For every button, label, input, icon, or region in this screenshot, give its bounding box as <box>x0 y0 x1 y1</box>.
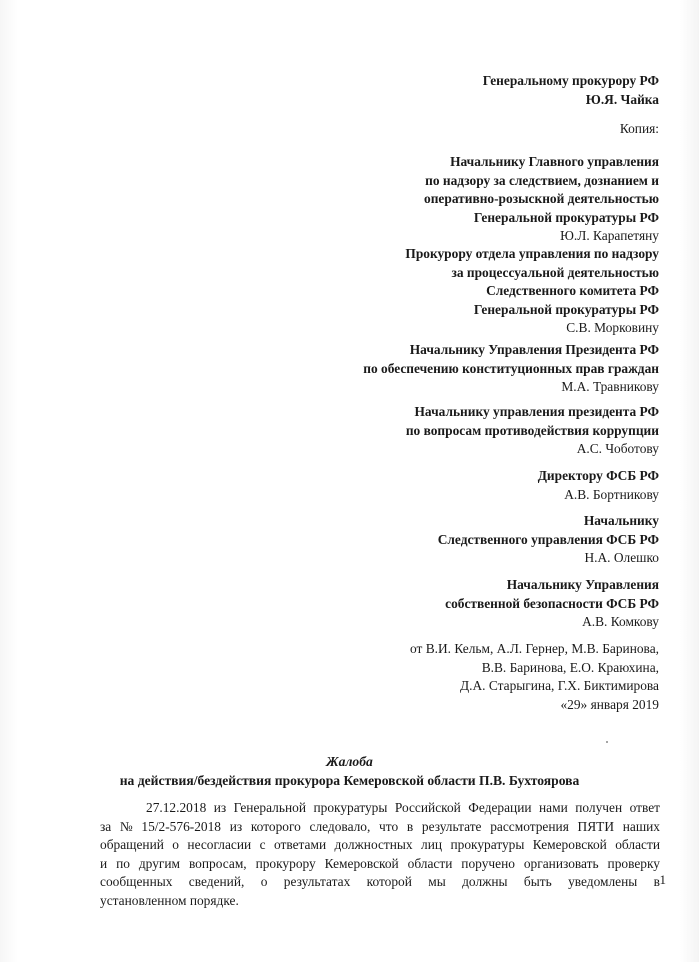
document-date: «29» января 2019 <box>560 696 659 712</box>
senders-block <box>410 640 659 714</box>
addressee-line: Следственного комитета РФ <box>486 283 659 298</box>
addressee-line: за процессуальной деятельностью <box>451 264 659 280</box>
body-line: установленном порядке. <box>100 892 239 908</box>
addressee-line: Директору ФСБ РФ <box>537 468 659 483</box>
addressee-prosecutor-general <box>483 72 659 109</box>
addressee-line: Н.А. Олешко <box>584 550 659 565</box>
addressee-presidential-administration <box>363 341 659 397</box>
addressee-line: М.А. Травникову <box>561 379 659 394</box>
complaint-body <box>100 799 660 911</box>
copy-label <box>620 120 659 139</box>
sender-line: В.В. Баринова, Е.О. Краюхина, <box>481 659 659 675</box>
addressee-line: Генеральной прокуратуры РФ <box>473 209 659 225</box>
sender-line: Д.А. Старыгина, Г.Х. Биктимирова <box>460 678 659 693</box>
addressee-line: Генеральному прокурору РФ <box>482 73 659 88</box>
addressee-line: по надзору за следствием, дознанием и <box>425 172 659 188</box>
addressee-line: Начальнику Управления <box>506 577 659 592</box>
addressee-line: Начальнику Главного управления <box>450 154 659 169</box>
addressee-line: А.С. Чоботову <box>576 441 659 456</box>
complaint-title: Жалоба <box>326 754 373 769</box>
body-line: 27.12.2018 из Генеральной прокуратуры Российской Федерации нами получен ответ <box>146 800 660 815</box>
addressee-anticorruption <box>406 403 659 459</box>
addressee-fsb-internal-security <box>445 576 659 632</box>
addressee-line: С.В. Морковину <box>566 320 659 335</box>
addressee-line: А.В. Бортникову <box>564 486 659 502</box>
addressee-line: Начальнику управления президента РФ <box>414 404 659 419</box>
addressee-line: А.В. Комкову <box>582 614 659 629</box>
addressee-line: Ю.Я. Чайка <box>585 91 659 107</box>
addressee-fsb-director <box>538 467 659 504</box>
addressee-investigative-committee <box>405 245 659 338</box>
addressee-line: Прокурору отдела управления по надзору <box>405 246 659 261</box>
sender-line: от В.И. Кельм, А.Л. Гернер, М.В. Баринова, <box>409 641 659 656</box>
addressee-fsb-investigation <box>438 512 659 568</box>
addressee-line: Ю.Л. Карапетяну <box>560 228 659 243</box>
complaint-subtitle: на действия/бездействия прокурора Кемеровской области П.В. Бухтоярова <box>119 772 580 788</box>
scan-speck <box>606 741 608 743</box>
addressee-line: Генеральной прокуратуры РФ <box>473 301 659 317</box>
addressee-line: Следственного управления ФСБ РФ <box>437 531 659 547</box>
addressee-line: Копия: <box>619 121 659 136</box>
complaint-heading <box>0 753 699 790</box>
addressee-main-directorate <box>424 153 659 246</box>
addressee-line: по обеспечению конституционных прав граждан <box>363 360 659 376</box>
addressee-line: оперативно-розыскной деятельностью <box>424 191 659 206</box>
body-line: и по другим вопросам, прокурору Кемеровской области поручено организовать проверку <box>100 855 660 871</box>
body-line: за № 15/2-576-2018 из которого следовало, что в результате рассмотрения ПЯТИ наших <box>100 818 660 834</box>
body-line: обращений о несогласии с ответами должностных лиц прокуратуры Кемеровской области <box>100 837 660 853</box>
addressee-line: собственной безопасности ФСБ РФ <box>445 595 659 611</box>
page-number: 1 <box>659 872 666 887</box>
addressee-line: по вопросам противодействия коррупции <box>405 422 659 438</box>
addressee-line: Начальнику Управления Президента РФ <box>409 342 659 357</box>
addressee-line: Начальнику <box>583 513 659 528</box>
body-line: сообщенных сведений, о результатах которой мы должны быть уведомлены в <box>100 874 660 890</box>
